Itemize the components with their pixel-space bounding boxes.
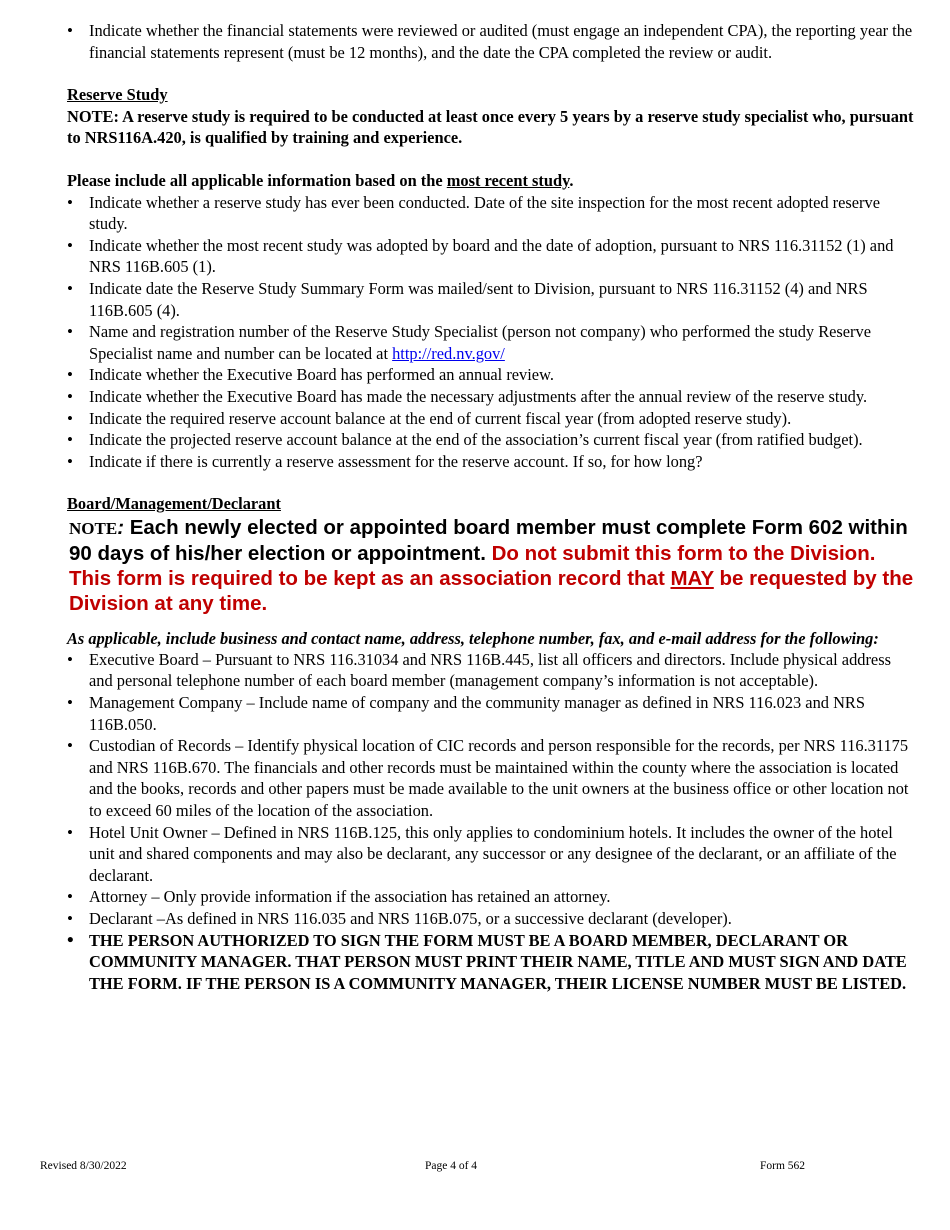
reserve-study-heading: Reserve Study — [67, 85, 168, 105]
list-item: • Indicate whether a reserve study has ever been conducted. Date of the site inspection for the most recent adopted reserve study. — [67, 192, 917, 235]
list-item: • Attorney – Only provide information if the association has retained an attorney. — [67, 886, 917, 908]
document-page — [67, 20, 917, 994]
include-instruction: Please include all applicable information based on the most recent study. — [67, 170, 574, 190]
list-item: • Indicate date the Reserve Study Summary Form was mailed/sent to Division, pursuant to NRS 116.31152 (4) and NRS 116B.605 (4). — [67, 278, 917, 321]
applicable-instruction: As applicable, include business and contact name, address, telephone number, fax, and e-mail address for the following: — [67, 628, 879, 648]
revised-date: Revised 8/30/2022 — [40, 1160, 127, 1172]
reserve-study-bullet-list — [67, 192, 917, 473]
may-emphasis: MAY — [670, 566, 714, 590]
list-item: • Hotel Unit Owner – Defined in NRS 116B.125, this only applies to condominium hotels. It includes the owner of the hotel unit and shared components and may also be declarant, any successor or any designee of the declarant, or an affiliate of the declarant. — [67, 822, 917, 887]
list-item: • Indicate if there is currently a reserve assessment for the reserve account. If so, for how long? — [67, 451, 917, 473]
page-number: Page 4 of 4 — [425, 1160, 478, 1172]
list-item: • Indicate whether the Executive Board has performed an annual review. — [67, 364, 917, 386]
reserve-study-note: NOTE: A reserve study is required to be conducted at least once every 5 years by a reserve study specialist who, pursuant to NRS116A.420, is qualified by training and experience. — [67, 106, 914, 148]
list-item: • Indicate whether the financial statements were reviewed or audited (must engage an independent CPA), the reporting year the financial statements represent (must be 12 months), and the date the CPA completed the review or audit. — [67, 20, 917, 63]
list-item: • Indicate whether the Executive Board has made the necessary adjustments after the annual review of the reserve study. — [67, 386, 917, 408]
intro-bullet-list — [67, 20, 917, 63]
form-number: Form 562 — [760, 1160, 806, 1172]
most-recent-study-emphasis: most recent study — [446, 170, 570, 190]
list-item: • Management Company – Include name of company and the community manager as defined in NRS 116.023 and NRS 116B.050. — [67, 692, 917, 735]
list-item: • Indicate whether the most recent study was adopted by board and the date of adoption, pursuant to NRS 116.31152 (1) and NRS 116B.605 (1). — [67, 235, 917, 278]
list-item: • Executive Board – Pursuant to NRS 116.31034 and NRS 116B.445, list all officers and directors. Include physical address and personal telephone number of each board member (management company’s information is not acceptable). — [67, 649, 917, 692]
signature-requirement-item: • THE PERSON AUTHORIZED TO SIGN THE FORM MUST BE A BOARD MEMBER, DECLARANT OR COMMUNITY MANAGER. THAT PERSON MUST PRINT THEIR NAME, TITLE AND MUST SIGN AND DATE THE FORM. IF THE PERSON IS A COMMUNITY MANAGER, THEIR LICENSE NUMBER MUST BE LISTED. — [67, 930, 917, 995]
list-item: • Custodian of Records – Identify physical location of CIC records and person responsible for the records, per NRS 116.31175 and NRS 116B.670. The financials and other records must be maintained within the county where the association is located and the books, records and other papers must be made available to the unit owners at the business office or other location not to exceed 60 miles of the location of the association. — [67, 735, 917, 821]
list-item: • Indicate the required reserve account balance at the end of current fiscal year (from adopted reserve study). — [67, 408, 917, 430]
list-item: • Declarant –As defined in NRS 116.035 and NRS 116B.075, or a successive declarant (developer). — [67, 908, 917, 930]
list-item: • Name and registration number of the Reserve Study Specialist (person not company) who performed the study Reserve Specialist name and number can be located at http://red.nv.gov/ — [67, 321, 917, 364]
board-member-note: NOTE: Each newly elected or appointed board member must complete Form 602 within 90 days of his/her election or appointment. Do not submit this form to the Division. This form is required to be kept as an association record that MAY be requested by the Division at any time. — [69, 515, 914, 615]
board-management-heading: Board/Management/Declarant — [67, 494, 281, 514]
list-item: • Indicate the projected reserve account balance at the end of the association’s current fiscal year (from ratified budget). — [67, 429, 917, 451]
red-nv-gov-link[interactable]: http://red.nv.gov/ — [392, 343, 505, 363]
board-bullet-list — [67, 649, 917, 995]
